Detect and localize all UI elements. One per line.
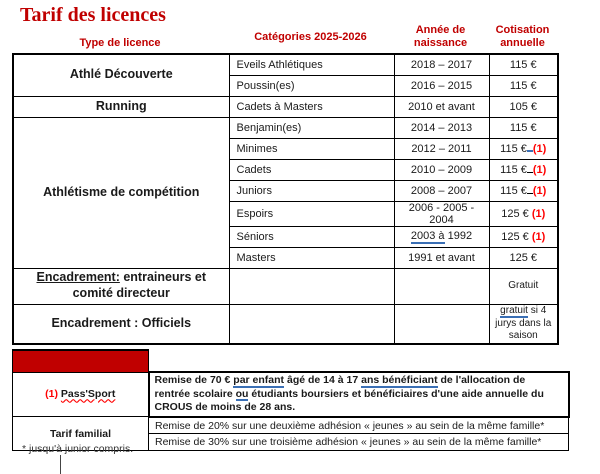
year-cell: 2010 – 2009: [394, 159, 489, 180]
underlined-label: Encadrement:: [36, 270, 120, 285]
header-annee-naissance: Année de naissance: [413, 24, 468, 49]
table-row: [13, 372, 569, 417]
table-row: [13, 417, 569, 434]
fee-cell: 125 € (1): [489, 201, 558, 226]
fee-cell: 105 €: [489, 96, 558, 117]
year-cell: 2010 et avant: [394, 96, 489, 117]
license-type-athle-decouverte: Athlé Découverte: [13, 54, 229, 96]
category-cell: Espoirs: [229, 201, 394, 226]
fee-cell: 125 €: [489, 247, 558, 268]
empty-area: [149, 350, 569, 372]
category-cell: Poussin(es): [229, 75, 394, 96]
header-cotisation: Cotisation annuelle: [495, 24, 550, 49]
grammar-marked-text: 2003 à: [410, 229, 445, 242]
category-cell: Eveils Athlétiques: [229, 54, 394, 75]
license-type-running: Running: [13, 96, 229, 117]
fee-cell: 115 €: [489, 75, 558, 96]
note-ref: (1): [532, 163, 547, 176]
grammar-marked-text: par enfant: [233, 374, 285, 386]
year-cell: 2003 à 1992: [394, 226, 489, 247]
year-cell: 2016 – 2015: [394, 75, 489, 96]
discount-notes-table: [12, 349, 570, 451]
note-ref: (1): [532, 184, 547, 197]
fee-cell: 115 € (1): [489, 180, 558, 201]
fee-cell: 115 € (1): [489, 138, 558, 159]
category-cell: Cadets à Masters: [229, 96, 394, 117]
grammar-marked-text: ou: [235, 387, 249, 400]
category-cell: Séniors: [229, 226, 394, 247]
empty-cell: [394, 304, 489, 344]
fee-cell: Gratuit: [489, 268, 558, 304]
discount-20-line: Remise de 20% sur une deuxième adhésion « jeunes » au sein de la même famille*: [149, 417, 569, 434]
fee-cell: 115 € (1): [489, 159, 558, 180]
category-cell: Benjamin(es): [229, 117, 394, 138]
category-cell: Juniors: [229, 180, 394, 201]
category-cell: Masters: [229, 247, 394, 268]
header-categories: Catégories 2025-2026: [254, 30, 367, 43]
year-cell: 1991 et avant: [394, 247, 489, 268]
note-ref: (1): [45, 388, 58, 401]
table-row: [13, 54, 558, 75]
license-type-encadrement-entraineurs: Encadrement: entraineurs et comité directeur: [13, 268, 229, 304]
license-price-table: [12, 53, 559, 345]
pass-sport-label-cell: [13, 372, 149, 417]
red-banner-cell: [13, 350, 149, 372]
table-row: [13, 350, 569, 372]
note-ref: (1): [532, 143, 547, 155]
grammar-marked-text: ans bénéficiant: [361, 374, 438, 386]
fee-cell: gratuit si 4 jurys dans la saison: [489, 304, 558, 344]
empty-cell: [394, 268, 489, 304]
footnote: * jusqu'à junior compris.: [22, 443, 134, 455]
pass-sport-description: Remise de 70 € par enfant âgé de 14 à 17 ans bénéficiant de l'allocation de rentrée scolaire ou étudiants boursiers et bénéficiaires d'une aide annuelle du CROUS de moins de 28 ans.: [149, 372, 569, 417]
category-cell: Cadets: [229, 159, 394, 180]
page-title: Tarif des licences: [20, 4, 166, 26]
license-type-competition: Athlétisme de compétition: [13, 117, 229, 268]
year-cell: 2018 – 2017: [394, 54, 489, 75]
discount-30-line: Remise de 30% sur une troisième adhésion « jeunes » au sein de la même famille*: [149, 434, 569, 451]
table-row: [13, 268, 558, 304]
table-column-headers: [12, 22, 557, 52]
grammar-marked-text: gratuit: [500, 304, 528, 316]
empty-cell: [229, 304, 394, 344]
table-row: [13, 117, 558, 138]
year-cell: 2012 – 2011: [394, 138, 489, 159]
fee-cell: 115 €: [489, 117, 558, 138]
empty-cell: [229, 268, 394, 304]
note-ref: (1): [531, 230, 546, 243]
note-ref: (1): [531, 207, 546, 220]
year-cell: 2006 - 2005 - 2004: [394, 201, 489, 226]
table-row: [13, 96, 558, 117]
tarif-familial-label-cell: Tarif familial: [13, 417, 149, 451]
table-row: [13, 304, 558, 344]
text-cursor-line: [60, 455, 61, 474]
fee-cell: 125 € (1): [489, 226, 558, 247]
header-type-de-licence: Type de licence: [79, 37, 161, 50]
year-cell: 2014 – 2013: [394, 117, 489, 138]
fee-cell: 115 €: [489, 54, 558, 75]
license-type-encadrement-officiels: Encadrement : Officiels: [13, 304, 229, 344]
year-cell: 2008 – 2007: [394, 180, 489, 201]
category-cell: Minimes: [229, 138, 394, 159]
pass-sport-name: Pass'Sport: [60, 388, 116, 401]
